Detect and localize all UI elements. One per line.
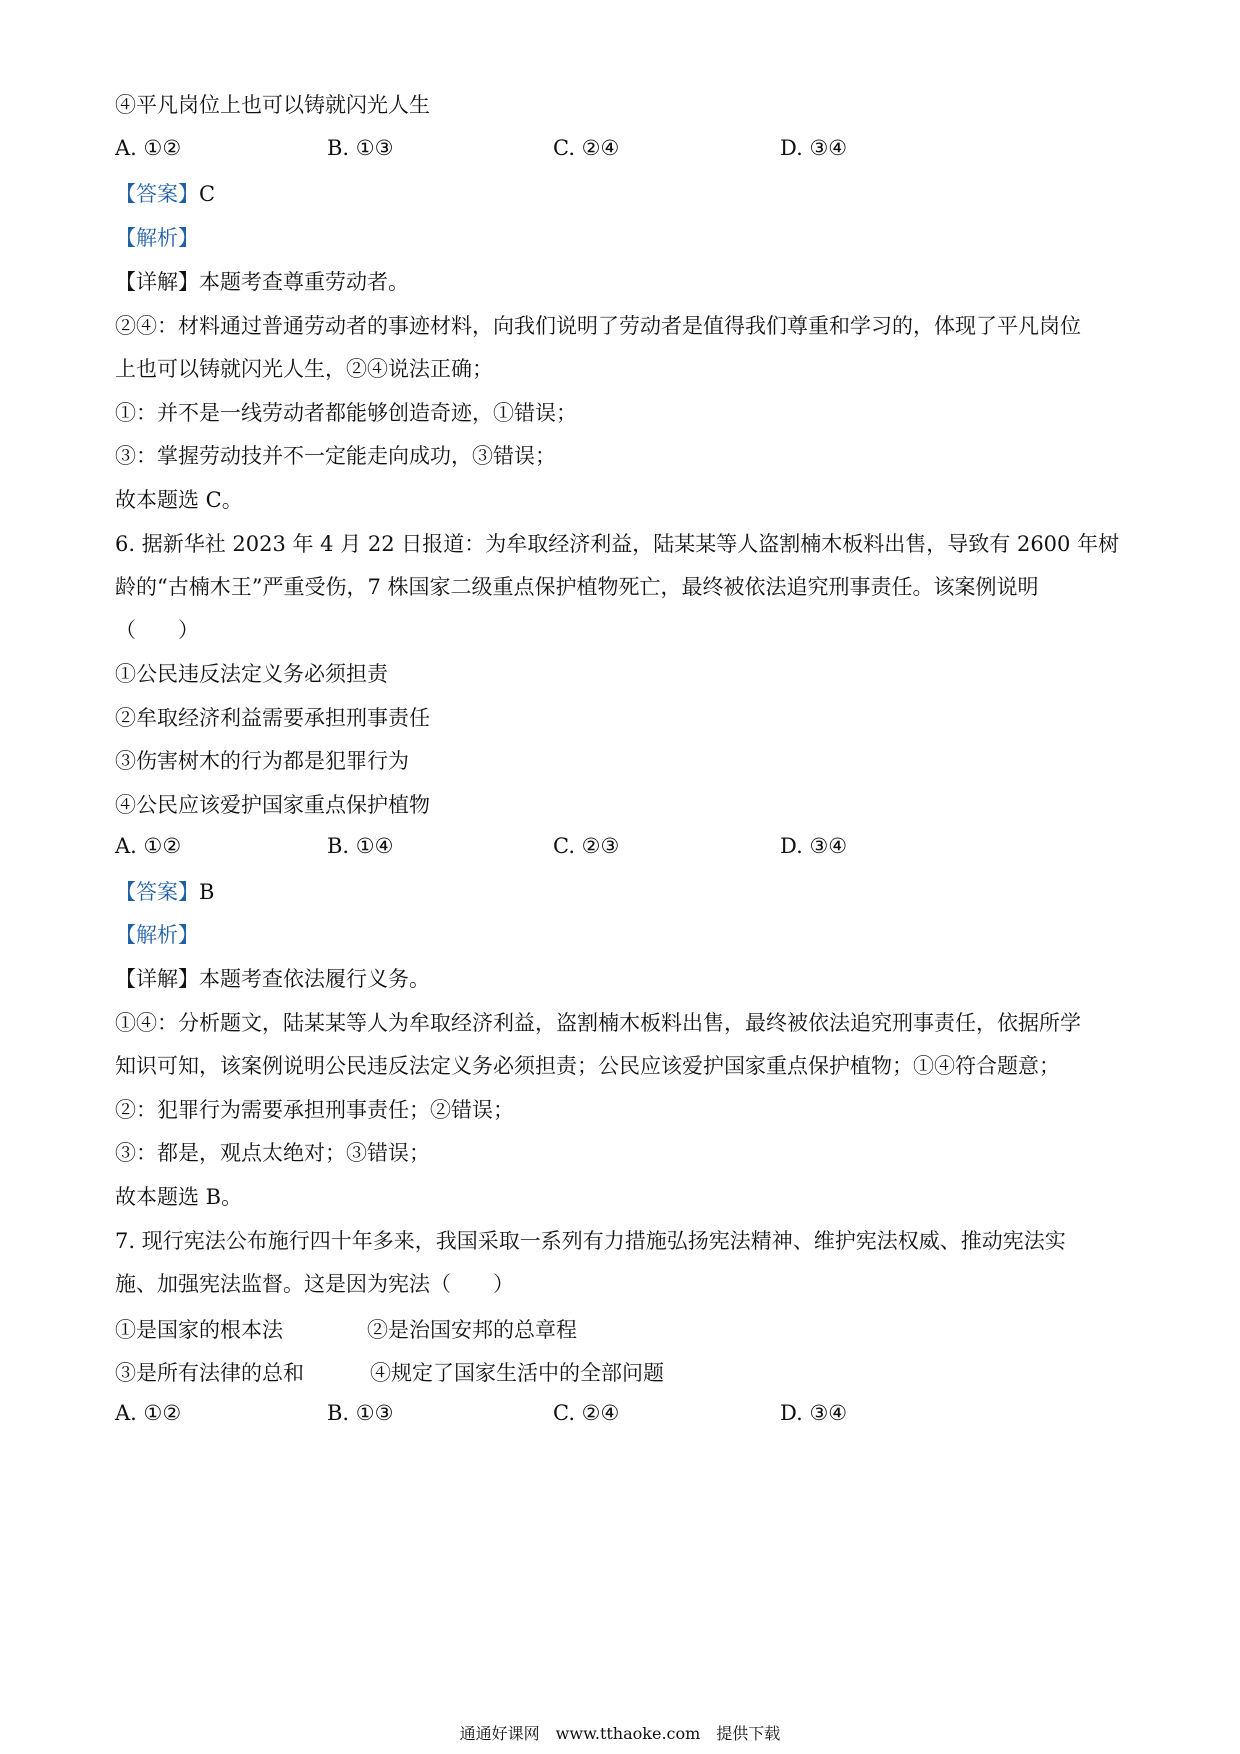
q7-options-row bbox=[115, 1314, 1015, 1342]
q5-conclusion: 故本题选 C。 bbox=[115, 488, 243, 512]
q7-choice-a: A. ①② bbox=[115, 1401, 182, 1425]
q7-stem-line: 7. 现行宪法公布施行四十年多来，我国采取一系列有力措施弘扬宪法精神、维护宪法权威、推动宪法实 bbox=[115, 1229, 1066, 1253]
q5-choice-b: B. ①③ bbox=[327, 136, 394, 160]
q6-option-3: ③伤害树木的行为都是犯罪行为 bbox=[115, 749, 409, 773]
q7-option-4: ④规定了国家生活中的全部问题 bbox=[370, 1361, 664, 1385]
q7-option-2: ②是治国安邦的总章程 bbox=[367, 1318, 577, 1342]
q6-analysis-tag: 【解析】 bbox=[115, 923, 199, 947]
q5-choices bbox=[115, 136, 1015, 164]
q5-explanation-line: 上也可以铸就闪光人生，②④说法正确； bbox=[115, 357, 493, 381]
q6-detail: 【详解】本题考查依法履行义务。 bbox=[115, 967, 430, 991]
answer-tag: 【答案】 bbox=[115, 182, 199, 206]
q6-answer bbox=[115, 878, 214, 906]
q6-explanation-line: ③：都是，观点太绝对；③错误； bbox=[115, 1141, 430, 1165]
q6-option-1: ①公民违反法定义务必须担责 bbox=[115, 662, 388, 686]
q6-choice-c: C. ②③ bbox=[553, 834, 620, 858]
q6-choice-b: B. ①④ bbox=[327, 834, 394, 858]
q6-stem-line: 6. 据新华社 2023 年 4 月 22 日报道：为牟取经济利益，陆某某等人盗割楠木板料出售，导致有 2600 年树 bbox=[115, 532, 1120, 556]
page-footer-watermark: 通通好课网 www.tthaoke.com 提供下载 bbox=[459, 1724, 781, 1743]
q7-stem-line: 施、加强宪法监督。这是因为宪法（ ） bbox=[115, 1272, 514, 1296]
q5-explanation-line: ③：掌握劳动技并不一定能走向成功，③错误； bbox=[115, 444, 556, 468]
answer-value: B bbox=[199, 880, 215, 904]
q6-option-4: ④公民应该爱护国家重点保护植物 bbox=[115, 793, 430, 817]
q5-explanation-line: ①：并不是一线劳动者都能够创造奇迹，①错误； bbox=[115, 401, 577, 425]
q7-choices bbox=[115, 1401, 1015, 1429]
q6-stem-blank: （ ） bbox=[115, 618, 199, 642]
q6-stem-line: 龄的“古楠木王”严重受伤，7 株国家二级重点保护植物死亡，最终被依法追究刑事责任。该案例说明 bbox=[115, 575, 1039, 599]
q7-options-row bbox=[115, 1357, 1015, 1385]
q5-explanation-line: ②④：材料通过普通劳动者的事迹材料，向我们说明了劳动者是值得我们尊重和学习的，体现了平凡岗位 bbox=[115, 314, 1081, 338]
q7-choice-b: B. ①③ bbox=[327, 1401, 394, 1425]
q5-choice-c: C. ②④ bbox=[553, 136, 620, 160]
q5-detail: 【详解】本题考查尊重劳动者。 bbox=[115, 270, 409, 294]
q5-choice-d: D. ③④ bbox=[780, 136, 848, 160]
q5-answer bbox=[115, 180, 215, 208]
q5-option-4: ④平凡岗位上也可以铸就闪光人生 bbox=[115, 93, 430, 117]
q6-explanation-line: ②：犯罪行为需要承担刑事责任；②错误； bbox=[115, 1098, 514, 1122]
q6-conclusion: 故本题选 B。 bbox=[115, 1185, 243, 1209]
q5-choice-a: A. ①② bbox=[115, 136, 182, 160]
q7-option-3: ③是所有法律的总和 bbox=[115, 1361, 304, 1385]
q6-choice-d: D. ③④ bbox=[780, 834, 848, 858]
q6-choices bbox=[115, 834, 1015, 862]
q7-option-1: ①是国家的根本法 bbox=[115, 1318, 283, 1342]
q6-choice-a: A. ①② bbox=[115, 834, 182, 858]
q5-analysis-tag: 【解析】 bbox=[115, 226, 199, 250]
answer-tag: 【答案】 bbox=[115, 880, 199, 904]
q6-option-2: ②牟取经济利益需要承担刑事责任 bbox=[115, 706, 430, 730]
q7-choice-c: C. ②④ bbox=[553, 1401, 620, 1425]
q6-explanation-line: 知识可知，该案例说明公民违反法定义务必须担责；公民应该爱护国家重点保护植物；①④符合题意； bbox=[115, 1054, 1060, 1078]
answer-value: C bbox=[199, 182, 216, 206]
q7-choice-d: D. ③④ bbox=[780, 1401, 848, 1425]
q6-explanation-line: ①④：分析题文，陆某某等人为牟取经济利益，盗割楠木板料出售，最终被依法追究刑事责任，依据所学 bbox=[115, 1011, 1081, 1035]
